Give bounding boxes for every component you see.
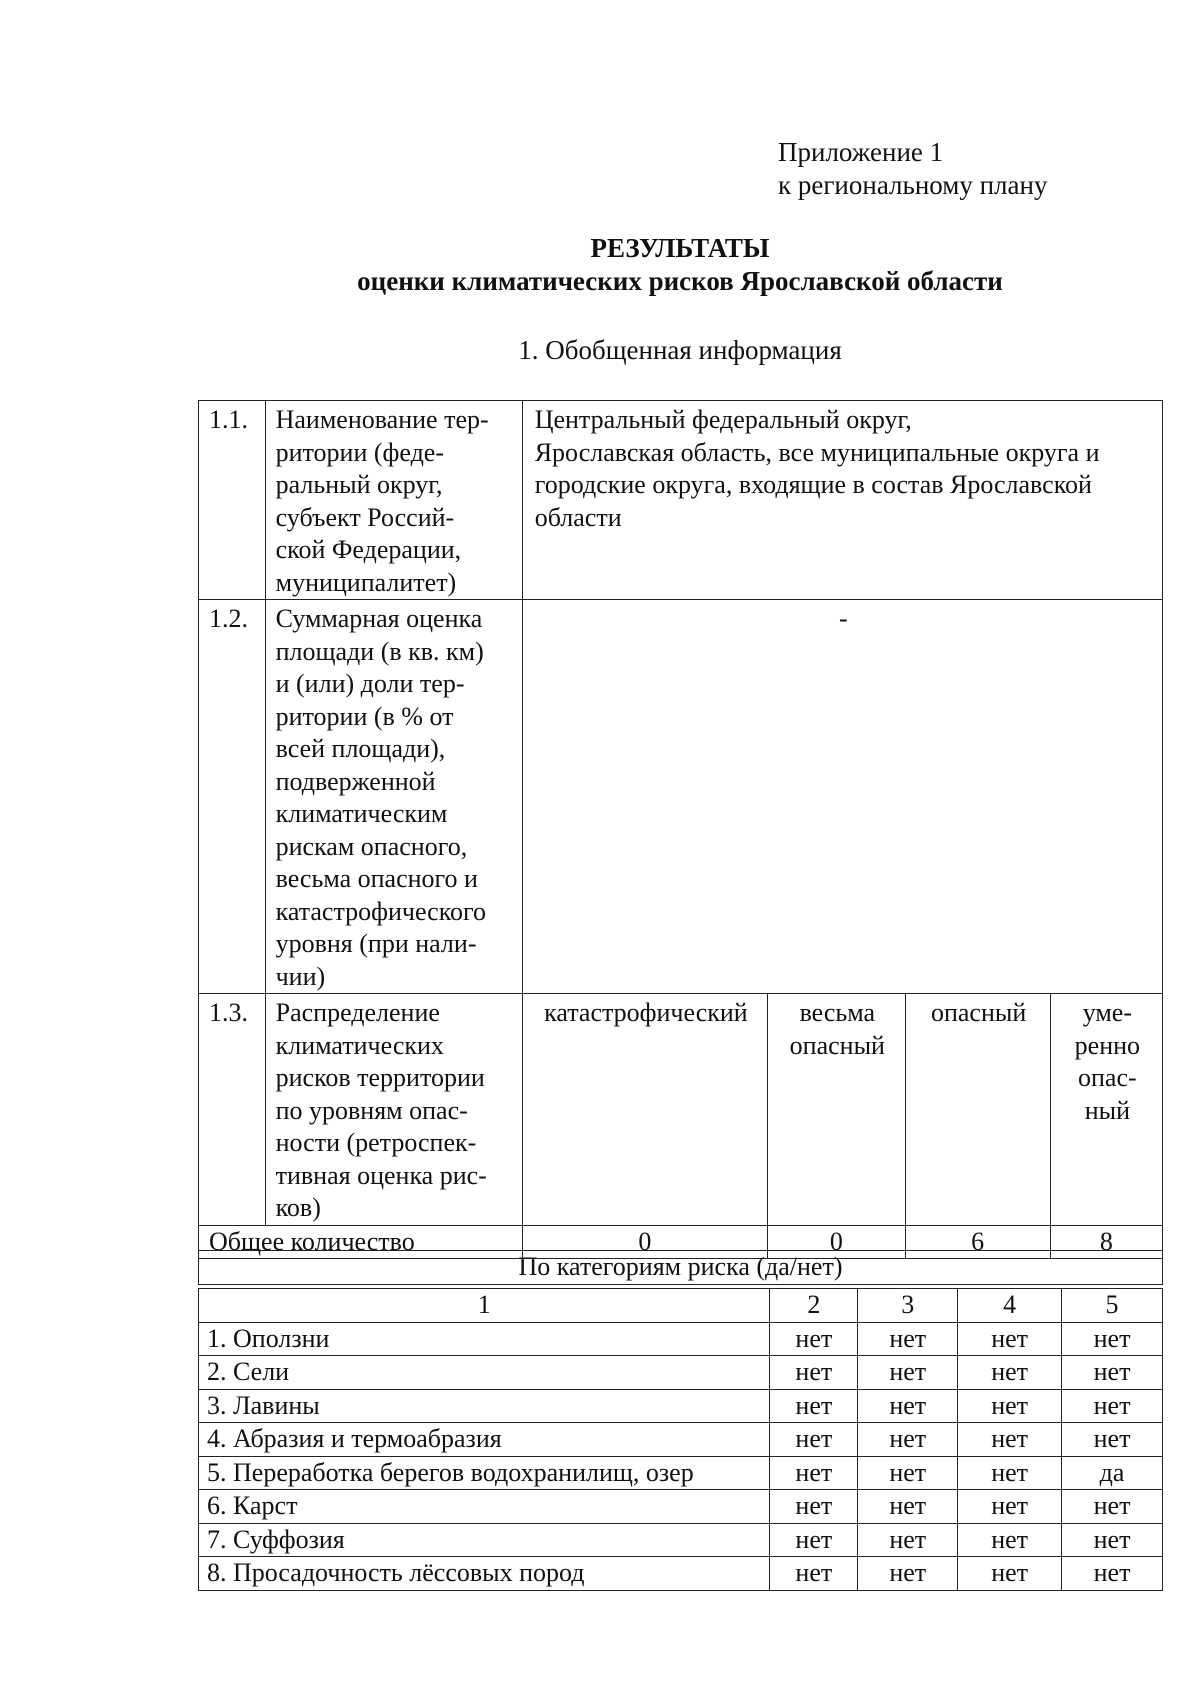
- category-table: [198, 1288, 1163, 1591]
- label-line: рискам опасного,: [275, 831, 468, 861]
- risk-value: нет: [958, 1557, 1062, 1591]
- label-line: и (или) доли тер-: [275, 669, 465, 698]
- level-very-dangerous: [768, 994, 905, 1226]
- appendix-line-2: к региональному плану: [778, 170, 1048, 200]
- table-row: [199, 1557, 1163, 1591]
- category-header-row: [199, 1289, 1163, 1323]
- label-line: Суммарная оценка: [275, 604, 483, 633]
- table-row: [199, 994, 1163, 1226]
- risk-value: нет: [770, 1322, 858, 1356]
- column-header: 4: [958, 1289, 1062, 1323]
- document-title: [0, 232, 1200, 298]
- table-row: [199, 1423, 1163, 1457]
- value-line: городские округа, входящие в состав Ярославской: [534, 470, 1092, 499]
- label-line: тивная оценка рис-: [275, 1160, 487, 1190]
- risk-value: нет: [958, 1322, 1062, 1356]
- label-line: всей площади),: [275, 734, 446, 763]
- label-line: ритории (в % от: [275, 701, 454, 731]
- label-line: климатическим: [275, 799, 448, 828]
- row-label: [265, 401, 522, 600]
- title-line-2: оценки климатических рисков Ярославской области: [357, 266, 1003, 296]
- territory-value: [522, 401, 1162, 600]
- general-info-table: [198, 400, 1163, 1259]
- label-line: по уровням опас-: [275, 1095, 468, 1125]
- column-header: 5: [1062, 1289, 1163, 1323]
- table-row: [199, 1389, 1163, 1423]
- risk-value: нет: [770, 1557, 858, 1591]
- column-header: 2: [770, 1289, 858, 1323]
- value-line: Центральный федеральный округ,: [534, 405, 912, 434]
- label-line: ральный округ,: [275, 470, 443, 499]
- count-moderate: 8: [1050, 1225, 1162, 1259]
- table-row: [199, 1456, 1163, 1490]
- risk-name: 8. Просадочность лёссовых пород: [199, 1557, 770, 1591]
- risk-value: нет: [770, 1456, 858, 1490]
- risk-name: 7. Суффозия: [199, 1523, 770, 1557]
- level-label-line: опасный: [930, 998, 1027, 1027]
- label-line: субъект Россий-: [275, 502, 455, 532]
- count-catastrophic: 0: [522, 1225, 767, 1259]
- risk-value: нет: [858, 1423, 958, 1457]
- label-line: весьма опасного и: [275, 864, 478, 893]
- risk-value: нет: [858, 1356, 958, 1390]
- table-row: [199, 600, 1163, 994]
- risk-value: нет: [770, 1423, 858, 1457]
- table-row: [199, 1490, 1163, 1524]
- risk-value: нет: [958, 1456, 1062, 1490]
- risk-value: нет: [1062, 1356, 1163, 1390]
- risk-value: нет: [1062, 1423, 1163, 1457]
- risk-value: нет: [958, 1490, 1062, 1524]
- risk-value: нет: [958, 1389, 1062, 1423]
- row-label: [265, 994, 522, 1226]
- label-line: Распределение: [275, 998, 440, 1027]
- risk-value: нет: [858, 1490, 958, 1524]
- level-label-line: уме-: [1082, 998, 1132, 1027]
- appendix-line-1: Приложение 1: [778, 137, 944, 167]
- label-line: подверженной: [275, 766, 436, 796]
- level-label-line: весьма: [799, 998, 876, 1027]
- area-value: -: [522, 600, 1162, 994]
- risk-name: 1. Оползни: [199, 1322, 770, 1356]
- value-line: Ярославская область, все муниципальные округа и: [534, 437, 1100, 467]
- category-title-table: [198, 1250, 1163, 1285]
- level-label-line: опасный: [789, 1030, 885, 1060]
- level-label-line: катастрофический: [544, 998, 748, 1027]
- risk-value: нет: [958, 1356, 1062, 1390]
- risk-value: нет: [770, 1356, 858, 1390]
- table-row: [199, 401, 1163, 600]
- total-count-label: Общее количество: [199, 1225, 523, 1259]
- label-line: ской Федерации,: [275, 535, 462, 564]
- count-very-dangerous: 0: [768, 1225, 905, 1259]
- risk-value: нет: [770, 1490, 858, 1524]
- count-dangerous: 6: [905, 1225, 1050, 1259]
- level-dangerous: [905, 994, 1050, 1226]
- risk-value: нет: [858, 1557, 958, 1591]
- risk-value: нет: [858, 1523, 958, 1557]
- level-moderate: [1050, 994, 1162, 1226]
- risk-value: нет: [858, 1389, 958, 1423]
- title-line-1: РЕЗУЛЬТАТЫ: [590, 233, 770, 263]
- risk-name: 3. Лавины: [199, 1389, 770, 1423]
- row-number: 1.1.: [199, 401, 266, 600]
- label-line: ков): [275, 1193, 321, 1222]
- level-label-line: опас-: [1078, 1063, 1137, 1092]
- level-label-line: ный: [1084, 1095, 1130, 1125]
- risk-value: нет: [858, 1456, 958, 1490]
- table-row: [199, 1523, 1163, 1557]
- row-label: [265, 600, 522, 994]
- row-number: 1.3.: [199, 994, 266, 1226]
- table-row: [199, 1322, 1163, 1356]
- category-title: По категориям риска (да/нет): [199, 1251, 1163, 1285]
- label-line: уровня (при нали-: [275, 929, 477, 958]
- column-header: 1: [199, 1289, 770, 1323]
- label-line: климатических: [275, 1030, 444, 1060]
- risk-value: нет: [958, 1523, 1062, 1557]
- table-row: [199, 1356, 1163, 1390]
- label-line: ритории (феде-: [275, 437, 444, 467]
- section-title: 1. Обобщенная информация: [518, 335, 842, 365]
- risk-value: нет: [1062, 1523, 1163, 1557]
- label-line: муниципалитет): [275, 567, 457, 597]
- label-line: площади (в кв. км): [275, 636, 484, 666]
- risk-name: 5. Переработка берегов водохранилищ, озер: [199, 1456, 770, 1490]
- risk-value: да: [1062, 1456, 1163, 1490]
- risk-value: нет: [858, 1322, 958, 1356]
- label-line: катастрофического: [275, 896, 487, 926]
- row-number: 1.2.: [199, 600, 266, 994]
- risk-value: нет: [770, 1523, 858, 1557]
- risk-value: нет: [958, 1423, 1062, 1457]
- label-line: рисков территории: [275, 1063, 485, 1092]
- risk-value: нет: [1062, 1557, 1163, 1591]
- risk-value: нет: [770, 1389, 858, 1423]
- value-line: области: [534, 502, 622, 532]
- risk-value: нет: [1062, 1389, 1163, 1423]
- level-catastrophic: [522, 994, 767, 1226]
- risk-name: 4. Абразия и термоабразия: [199, 1423, 770, 1457]
- risk-value: нет: [1062, 1490, 1163, 1524]
- appendix-note: [778, 136, 1047, 202]
- label-line: чии): [275, 961, 326, 991]
- column-header: 3: [858, 1289, 958, 1323]
- risk-value: нет: [1062, 1322, 1163, 1356]
- label-line: ности (ретроспек-: [275, 1128, 477, 1157]
- risk-name: 2. Сели: [199, 1356, 770, 1390]
- risk-name: 6. Карст: [199, 1490, 770, 1524]
- label-line: Наименование тер-: [275, 405, 489, 434]
- level-label-line: ренно: [1074, 1030, 1141, 1060]
